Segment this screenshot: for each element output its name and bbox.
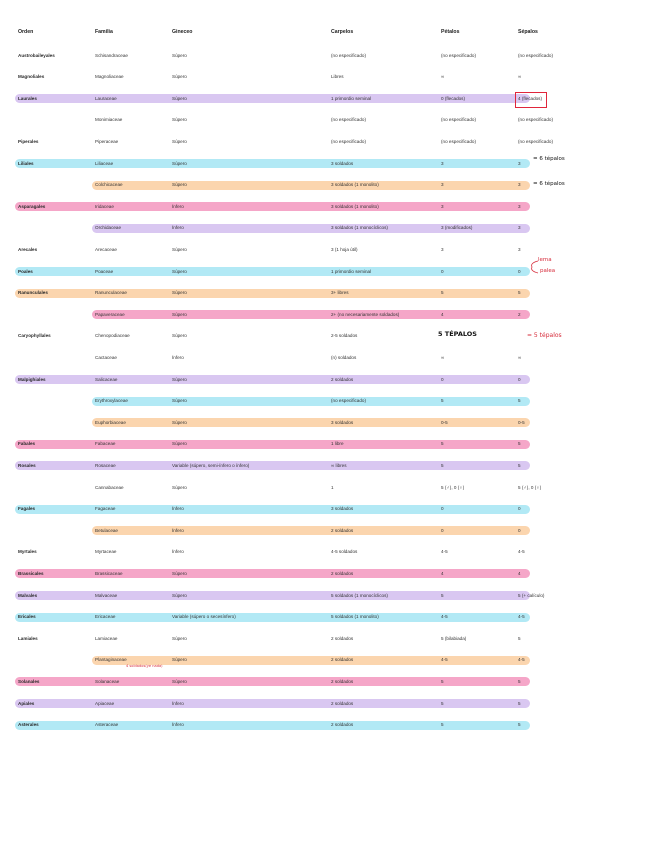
cell-gineceo: Súpero (172, 398, 187, 404)
cell-petalos: 0-5 (441, 419, 448, 425)
cell-petalos: 5 (441, 398, 444, 404)
cell-gineceo: Ínfero (172, 722, 184, 728)
cell-orden: Ranunculales (18, 290, 48, 296)
cell-carpelos: 1 primordio seminal (331, 268, 372, 274)
cell-petalos: 3 (441, 182, 444, 188)
row-highlight (15, 591, 530, 600)
cell-sepalos: 4 (518, 570, 521, 576)
cell-gineceo: Súpero (172, 160, 187, 166)
cell-carpelos: 1 primordio seminal (331, 95, 372, 101)
cell-carpelos: 2 soldados (331, 570, 354, 576)
cell-familia: Lauraceae (95, 95, 117, 101)
cell-familia: Papaveraceae (95, 311, 125, 317)
brace-annotation (526, 259, 540, 275)
cell-sepalos: (no especificado) (518, 117, 553, 123)
annotation-plantaginaceae: 4 soldados(ye nada) (126, 664, 163, 668)
row-highlight (15, 505, 530, 514)
header-sepalos: Sépalos (518, 29, 538, 35)
cell-petalos: 0 (441, 527, 444, 533)
row-highlight (15, 461, 530, 470)
cell-carpelos: (no especificado) (331, 138, 366, 144)
cell-petalos: 3 (441, 203, 444, 209)
cell-orden: Apiales (18, 700, 35, 706)
cell-carpelos: 2+ (no necesariamente soldados) (331, 311, 400, 317)
cell-familia: Chenopodiaceae (95, 333, 130, 339)
cell-petalos: 5 (bilabiada) (441, 635, 467, 641)
cell-petalos: 5 (441, 700, 444, 706)
cell-familia: Myrtaceae (95, 549, 117, 555)
cell-petalos: 5 (441, 290, 444, 296)
cell-familia: Malvaceae (95, 592, 118, 598)
cell-orden: Asterales (18, 722, 39, 728)
row-highlight (15, 202, 530, 211)
cell-gineceo: Súpero (172, 311, 187, 317)
cell-familia: Liliaceae (95, 160, 114, 166)
cell-sepalos: (no especificado) (518, 52, 553, 58)
header-carpelos: Carpelos (331, 29, 354, 35)
table-row (0, 267, 655, 277)
table-row (0, 224, 655, 234)
cell-carpelos: 3+ libres (331, 290, 349, 296)
table-row (0, 548, 655, 558)
cell-carpelos: 5 soldados (1 monocíclicos) (331, 592, 388, 598)
table-row (0, 202, 655, 212)
cell-familia: Arecaceae (95, 246, 117, 252)
cell-petalos: 5 (441, 722, 444, 728)
row-highlight (92, 181, 530, 190)
row-highlight (15, 569, 530, 578)
cell-petalos: ∞ (441, 74, 445, 80)
cell-sepalos: 2 (518, 311, 521, 317)
cell-gineceo: Ínfero (172, 527, 184, 533)
cell-carpelos: 1 libre (331, 441, 344, 447)
cell-orden: Lamiales (18, 635, 38, 641)
cell-sepalos: 4-5 (518, 549, 525, 555)
cell-orden: Malvales (18, 592, 38, 598)
cell-familia: Euphorbiaceae (95, 419, 126, 425)
row-highlight (15, 267, 530, 276)
cell-familia: Salicaceae (95, 376, 118, 382)
cell-carpelos: 3 soldados (331, 419, 354, 425)
cell-sepalos: 3 (518, 182, 521, 188)
cell-orden: Magnoliales (18, 74, 45, 80)
cell-sepalos: 0 (518, 268, 521, 274)
cell-petalos: 5 (441, 592, 444, 598)
cell-gineceo: Variable (súpero o secesínfero) (172, 614, 236, 620)
cell-carpelos: ∞ libres (331, 462, 347, 468)
table-row (0, 613, 655, 623)
row-highlight (92, 526, 530, 535)
cell-familia: Colchicaceae (95, 182, 123, 188)
cell-orden: Arecales (18, 246, 38, 252)
cell-gineceo: Súpero (172, 138, 187, 144)
table-row (0, 397, 655, 407)
table-row (0, 634, 655, 644)
cell-orden: Ericales (18, 614, 36, 620)
cell-orden: Liliales (18, 160, 34, 166)
annotation-palea: palea (540, 268, 556, 274)
cell-gineceo: Ínfero (172, 225, 184, 231)
cell-petalos: 4-5 (441, 657, 448, 663)
row-highlight (15, 721, 530, 730)
cell-familia: Erythroxylaceae (95, 398, 128, 404)
cell-orden: Laurales (18, 95, 37, 101)
cell-orden: Fagales (18, 506, 36, 512)
cell-gineceo: Súpero (172, 290, 187, 296)
cell-carpelos: 3 (1 hoja útil) (331, 246, 358, 252)
cell-carpelos: 2 soldados (331, 376, 354, 382)
cell-petalos: 0 (441, 376, 444, 382)
row-highlight (15, 375, 530, 384)
cell-orden: Piperales (18, 138, 39, 144)
cell-gineceo: Súpero (172, 678, 187, 684)
cell-orden: Poales (18, 268, 33, 274)
highlight-box (515, 92, 547, 108)
cell-gineceo: Súpero (172, 74, 187, 80)
row-highlight (15, 289, 530, 298)
cell-gineceo: Súpero (172, 52, 187, 58)
cell-carpelos: 3 soldados (331, 506, 354, 512)
cell-carpelos: 3 soldados (1 monocíclicos) (331, 225, 388, 231)
cell-orden: Malpighiales (18, 376, 46, 382)
annotation-lema: lema (538, 257, 552, 263)
cell-orden: Caryophyllales (18, 333, 51, 339)
cell-sepalos: 5 (518, 635, 521, 641)
table-row (0, 569, 655, 579)
cell-carpelos: 2 soldados (331, 700, 354, 706)
cell-sepalos: 3 (518, 160, 521, 166)
cell-petalos: 5 (441, 441, 444, 447)
cell-gineceo: Súpero (172, 246, 187, 252)
cell-gineceo: Súpero (172, 376, 187, 382)
cell-sepalos: 5 (518, 398, 521, 404)
row-highlight (92, 397, 530, 406)
cell-familia: Orchidaceae (95, 225, 122, 231)
cell-carpelos: 2 soldados (331, 635, 354, 641)
cell-sepalos: 5 (518, 700, 521, 706)
table-row (0, 656, 655, 666)
cell-petalos: 5 (♂), 0 (♀) (441, 484, 465, 490)
cell-gineceo: Súpero (172, 484, 187, 490)
table-row (0, 375, 655, 385)
cell-familia: Cactaceae (95, 354, 117, 360)
cell-gineceo: Súpero (172, 333, 187, 339)
row-highlight (15, 440, 530, 449)
cell-familia: Rosaceae (95, 462, 116, 468)
table-row (0, 289, 655, 299)
cell-petalos: (no especificado) (441, 117, 476, 123)
cell-carpelos: 3 soldados (1 monolito) (331, 203, 379, 209)
cell-gineceo: Variable (súpero, semi-ínfero o ínfero) (172, 462, 250, 468)
cell-sepalos: ∞ (518, 74, 522, 80)
cell-gineceo: Súpero (172, 441, 187, 447)
cell-sepalos: 3 (518, 246, 521, 252)
cell-petalos: 0 (flecados) (441, 95, 466, 101)
cell-sepalos: 0-5 (518, 419, 525, 425)
table-row (0, 418, 655, 428)
cell-sepalos: 5 (518, 678, 521, 684)
cell-gineceo: Ínfero (172, 700, 184, 706)
cell-carpelos: 1 (331, 484, 334, 490)
cell-gineceo: Ínfero (172, 506, 184, 512)
cell-petalos: 0 (441, 268, 444, 274)
cell-orden: Rosales (18, 462, 36, 468)
cell-gineceo: Súpero (172, 95, 187, 101)
table-row (0, 94, 655, 104)
cell-carpelos: 2 soldados (331, 527, 354, 533)
cell-familia: Fagaceae (95, 506, 116, 512)
header-familia: Familia (95, 29, 113, 35)
cell-gineceo: Súpero (172, 182, 187, 188)
annotation-colchicaceae: = 6 tépalos (533, 181, 565, 187)
cell-orden: Fabales (18, 441, 36, 447)
row-highlight (15, 613, 530, 622)
cell-petalos: 5 (441, 678, 444, 684)
row-highlight (15, 699, 530, 708)
cell-familia: Asteraceae (95, 722, 119, 728)
table-row (0, 591, 655, 601)
annotation-liliaceae: = 6 tépalos (533, 156, 565, 162)
cell-sepalos: 4 (flecados) (518, 95, 543, 101)
cell-sepalos: 4-5 (518, 657, 525, 663)
cell-gineceo: Súpero (172, 268, 187, 274)
cell-carpelos: 4-5 soldados (331, 549, 358, 555)
cell-carpelos: 2 soldados (331, 678, 354, 684)
cell-petalos: 4 (441, 311, 444, 317)
table-row (0, 461, 655, 471)
cell-familia: Ranunculaceae (95, 290, 127, 296)
cell-orden: Brassicales (18, 570, 44, 576)
annotation-tepalos: 5 TÉPALOS (438, 330, 477, 338)
cell-gineceo: Ínfero (172, 354, 184, 360)
row-highlight (92, 418, 530, 427)
table-row (0, 483, 655, 493)
cell-carpelos: 5 soldados (1 monolito) (331, 614, 379, 620)
cell-familia: Schisandraceae (95, 52, 128, 58)
cell-sepalos: 4-5 (518, 614, 525, 620)
cell-sepalos: 0 (518, 506, 521, 512)
cell-petalos: 5 (441, 462, 444, 468)
row-highlight (92, 310, 530, 319)
cell-familia: Ericaceae (95, 614, 116, 620)
cell-carpelos: 2 soldados (331, 722, 354, 728)
cell-orden: Myrtales (18, 549, 37, 555)
table-row (0, 245, 655, 255)
cell-sepalos: 0 (518, 376, 521, 382)
cell-gineceo: Ínfero (172, 203, 184, 209)
cell-carpelos: 3 soldados (331, 160, 354, 166)
cell-sepalos: 0 (518, 527, 521, 533)
cell-familia: Solanaceae (95, 678, 120, 684)
cell-familia: Brassicaceae (95, 570, 123, 576)
table-row (0, 73, 655, 83)
cell-gineceo: Súpero (172, 570, 187, 576)
cell-familia: Lamiaceae (95, 635, 118, 641)
cell-sepalos: 5 (+ calículo) (518, 592, 545, 598)
cell-familia: Piperaceae (95, 138, 119, 144)
cell-carpelos: Libres (331, 74, 344, 80)
cell-familia: Iridaceae (95, 203, 114, 209)
cell-petalos: 4-5 (441, 549, 448, 555)
cell-petalos: 3 (modificados) (441, 225, 473, 231)
cell-sepalos: 5 (♂), 0 (♀) (518, 484, 542, 490)
cell-familia: Poaceae (95, 268, 114, 274)
cell-carpelos: 3 soldados (1 monolito) (331, 182, 379, 188)
cell-petalos: ∞ (441, 354, 445, 360)
table-row (0, 721, 655, 731)
cell-carpelos: (no especificado) (331, 52, 366, 58)
cell-gineceo: Súpero (172, 657, 187, 663)
cell-gineceo: Súpero (172, 419, 187, 425)
table-row (0, 699, 655, 709)
cell-sepalos: (no especificado) (518, 138, 553, 144)
cell-gineceo: Súpero (172, 117, 187, 123)
table-row (0, 137, 655, 147)
cell-petalos: 3 (441, 246, 444, 252)
cell-petalos: 4-5 (441, 614, 448, 620)
cell-familia: Betulaceae (95, 527, 118, 533)
cell-orden: Solanales (18, 678, 40, 684)
cell-carpelos: (no especificado) (331, 117, 366, 123)
table-row (0, 505, 655, 515)
cell-familia: Monimiaceae (95, 117, 123, 123)
cell-orden: Austrobaileyales (18, 52, 55, 58)
cell-gineceo: Súpero (172, 592, 187, 598)
table-row (0, 116, 655, 126)
cell-sepalos: 5 (518, 462, 521, 468)
table-row (0, 310, 655, 320)
header-petalos: Pétalos (441, 29, 460, 35)
table-row (0, 677, 655, 687)
cell-familia: Fabaceae (95, 441, 116, 447)
cell-petalos: (no especificado) (441, 52, 476, 58)
cell-sepalos: 5 (518, 290, 521, 296)
cell-carpelos: 2-5 soldados (331, 333, 358, 339)
cell-familia: Apiaceae (95, 700, 115, 706)
table-row (0, 440, 655, 450)
cell-orden: Asparagales (18, 203, 46, 209)
cell-carpelos: (no especificado) (331, 398, 366, 404)
cell-sepalos: 3 (518, 225, 521, 231)
cell-familia: Plantaginaceae (95, 657, 127, 663)
header-gineceo: Gineceo (172, 29, 193, 35)
table-row (0, 353, 655, 363)
table-row (0, 526, 655, 536)
header-orden: Orden (18, 29, 34, 35)
cell-petalos: 4 (441, 570, 444, 576)
cell-gineceo: Súpero (172, 635, 187, 641)
cell-sepalos: 5 (518, 441, 521, 447)
row-highlight (15, 677, 530, 686)
cell-gineceo: Ínfero (172, 549, 184, 555)
cell-petalos: (no especificado) (441, 138, 476, 144)
cell-petalos: 0 (441, 506, 444, 512)
cell-petalos: 3 (441, 160, 444, 166)
row-highlight (15, 159, 530, 168)
table-row (0, 51, 655, 61)
cell-carpelos: 2 soldados (331, 657, 354, 663)
cell-familia: Cannabaceae (95, 484, 124, 490)
annotation-chenopodiaceae: = 5 tépalos (527, 332, 562, 339)
cell-sepalos: 5 (518, 722, 521, 728)
cell-sepalos: 3 (518, 203, 521, 209)
cell-familia: Magnoliaceae (95, 74, 124, 80)
cell-sepalos: ∞ (518, 354, 522, 360)
cell-carpelos: (n) soldados (331, 354, 357, 360)
